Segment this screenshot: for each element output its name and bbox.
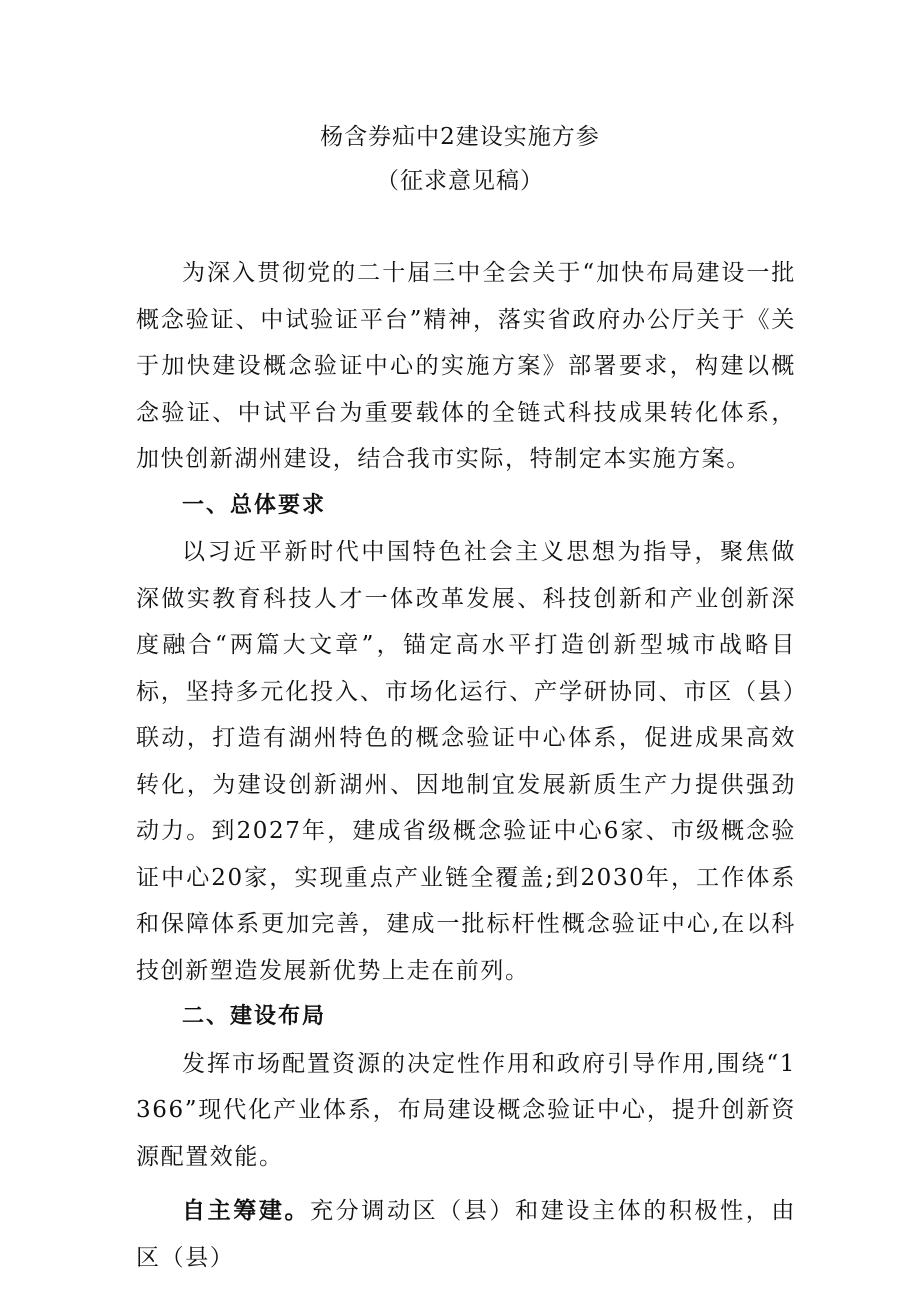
self-build-paragraph	[136, 1188, 796, 1281]
section-heading-overall-requirements: 一、总体要求	[182, 492, 327, 518]
section-paragraph-construction-layout: 发挥市场配置资源的决定性作用和政府引导作用,围绕“1366”现代化产业体系，布局建设概念验证中心，提升创新资源配置效能。	[136, 1050, 796, 1170]
document-subtitle: （征求意见稿）	[376, 168, 544, 194]
self-build-text: 充分调动区（县）和建设主体的积极性，由区（县）	[136, 1198, 797, 1271]
section-heading-construction-layout: 二、建设布局	[182, 1004, 327, 1029]
self-build-lead: 自主筹建。	[182, 1198, 311, 1224]
intro-paragraph: 为深入贯彻党的二十届三中全会关于“加快布局建设一批概念验证、中试验证平台”精神，落实省政府办公厅关于《关于加快建设概念验证中心的实施方案》部署要求，构建以概念验证、中试平台为重要载体的全链式科技成果转化体系，加快创新湖州建设，结合我市实际，特制定本实施方案。	[136, 260, 796, 472]
document-body	[136, 250, 796, 1281]
document-title: 杨含券疝中2建设实施方参	[320, 124, 600, 150]
section-paragraph-overall-requirements: 以习近平新时代中国特色社会主义思想为指导，聚焦做深做实教育科技人才一体改革发展、科技创新和产业创新深度融合“两篇大文章”，锚定高水平打造创新型城市战略目标，坚持多元化投入、市场化运行、产学研协同、市区（县）联动，打造有湖州特色的概念验证中心体系，促进成果高效转化，为建设创新湖州、因地制宜发展新质生产力提供强劲动力。到2027年，建成省级概念验证中心6家、市级概念验证中心20家，实现重点产业链全覆盖;到2030年，工作体系和保障体系更加完善，建成一批标杆性概念验证中心,在以科技创新塑造发展新优势上走在前列。	[136, 539, 796, 984]
